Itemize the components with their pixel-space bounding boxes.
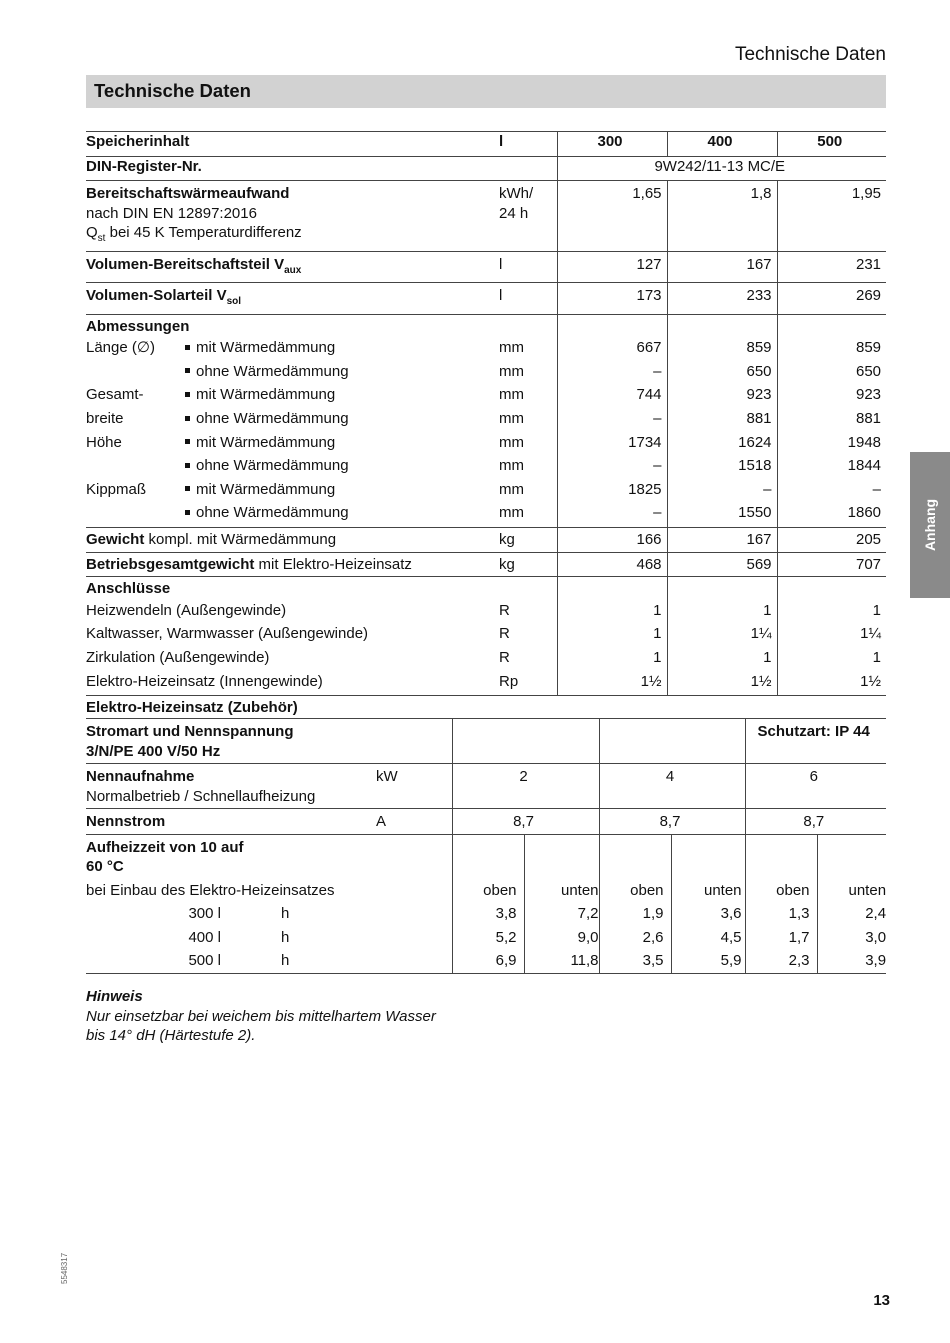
dims-value: – [557, 456, 667, 480]
heatup-time-value: 2,4 [817, 902, 886, 926]
power-value: 6 [745, 764, 886, 809]
connection-value: 1 [557, 624, 667, 648]
dims-value: 744 [557, 385, 667, 409]
weight-label: Gewicht [86, 531, 145, 549]
heatup-time-row [86, 902, 886, 926]
standby-value: 1,8 [667, 181, 777, 252]
capacity-label: Speicherinhalt [86, 133, 190, 150]
power-sub: Normalbetrieb / Schnellaufheizung [86, 787, 316, 805]
dims-value: 1624 [667, 433, 777, 457]
vol-sol-value: 269 [777, 283, 886, 315]
install-row [86, 879, 886, 903]
dims-group-label [86, 362, 183, 386]
heatup-time-value: 5,9 [671, 949, 745, 973]
dims-value: 1734 [557, 433, 667, 457]
dims-item-label: ohne Wärmedämmung [196, 410, 349, 428]
dims-item-label: mit Wärmedämmung [196, 433, 336, 451]
heatup-time-value: 3,8 [452, 902, 524, 926]
heatup-time-value: 3,6 [671, 902, 745, 926]
connection-value: 1 [557, 648, 667, 672]
connection-row [86, 648, 886, 672]
tank-size: 400 l [188, 928, 221, 946]
dims-item-label: ohne Wärmedämmung [196, 457, 349, 475]
dims-value: – [557, 409, 667, 433]
dims-value: 1825 [557, 480, 667, 504]
standby-value: 1,95 [777, 181, 886, 252]
heatup-time-value: 2,6 [599, 926, 671, 950]
standby-q-sub: st [97, 233, 106, 245]
vol-aux-sub: aux [284, 264, 302, 276]
connection-value: 1 [667, 648, 777, 672]
dims-title: Abmessungen [86, 317, 190, 335]
dims-value: 923 [667, 385, 777, 409]
install-pos: unten [524, 879, 599, 903]
power-value: 2 [452, 764, 599, 809]
install-pos: unten [817, 879, 886, 903]
heatup-time-value: 1,9 [599, 902, 671, 926]
heatup-time-value: 2,3 [745, 949, 817, 973]
connection-label: Elektro-Heizeinsatz (Innengewinde) [86, 672, 499, 696]
connection-label: Zirkulation (Außengewinde) [86, 649, 270, 666]
capacity-unit: l [499, 133, 504, 150]
heatup-time-value: 3,5 [599, 949, 671, 973]
standby-norm: nach DIN EN 12897:2016 [86, 204, 257, 222]
din-row [86, 156, 886, 181]
bullet-icon [185, 510, 190, 515]
dims-row [86, 409, 886, 433]
dims-group-label: Gesamt- [86, 386, 144, 404]
total-weight-row [86, 552, 886, 577]
col-400: 400 [707, 133, 733, 150]
total-weight-value: 468 [557, 552, 667, 577]
connection-value: 1¼ [667, 624, 777, 648]
spacer-cell [376, 949, 452, 973]
install-pos: oben [745, 879, 817, 903]
vol-sol-sub: sol [226, 296, 242, 308]
note-box [86, 987, 586, 1046]
install-pos: unten [671, 879, 745, 903]
bullet-icon [185, 392, 190, 397]
dims-item [183, 480, 499, 504]
time-unit: h [281, 905, 290, 922]
dims-group-label [86, 503, 183, 527]
current-value: 8,7 [745, 809, 886, 835]
heatup-time-row [86, 949, 886, 973]
dims-unit: mm [499, 410, 525, 428]
standby-unit-2: 24 h [499, 204, 529, 222]
protection-rating: Schutzart: IP 44 [757, 723, 870, 740]
time-unit: h [281, 928, 290, 946]
connection-value: 1 [557, 601, 667, 625]
dims-value: – [667, 480, 777, 504]
note-line-1: Nur einsetzbar bei weichem bis mittelhartem Wasser [86, 1007, 436, 1025]
dims-value: 1550 [667, 503, 777, 527]
connection-value: 1 [777, 601, 886, 625]
heatup-time-value: 4,5 [671, 926, 745, 950]
bullet-icon [185, 345, 190, 350]
din-value: 9W242/11-13 MC/E [557, 156, 886, 181]
heatup-line-2: 60 °C [86, 858, 124, 875]
connection-value: 1½ [667, 672, 777, 696]
connection-row [86, 672, 886, 696]
install-pos: oben [599, 879, 671, 903]
dims-unit: mm [499, 362, 525, 380]
connection-unit: R [499, 601, 510, 619]
bullet-icon [185, 463, 190, 468]
dims-unit: mm [499, 504, 525, 522]
dims-value: 667 [557, 338, 667, 362]
dims-value: 1844 [777, 456, 886, 480]
heatup-time-value: 6,9 [452, 949, 524, 973]
connection-label: Heizwendeln (Außengewinde) [86, 601, 287, 619]
dims-group-label: breite [86, 410, 124, 428]
dims-value: 859 [777, 338, 886, 362]
section-title: Technische Daten [86, 75, 886, 108]
dims-value: 881 [777, 409, 886, 433]
vol-aux-label: Volumen-Bereitschaftsteil V [86, 255, 285, 273]
supply-line-2: 3/N/PE 400 V/50 Hz [86, 742, 221, 760]
dims-item-label: mit Wärmedämmung [196, 480, 336, 498]
dims-row [86, 385, 886, 409]
connection-value: 1½ [557, 672, 667, 696]
col-500: 500 [817, 133, 843, 150]
dims-row [86, 503, 886, 527]
total-weight-value: 569 [667, 552, 777, 577]
dims-value: 650 [667, 362, 777, 386]
dims-item-label: ohne Wärmedämmung [196, 504, 349, 522]
vol-aux-unit: l [499, 251, 557, 283]
connection-row [86, 624, 886, 648]
weight-label-rest: kompl. mit Wärmedämmung [144, 531, 337, 549]
dims-item-label: ohne Wärmedämmung [196, 362, 349, 380]
dims-row [86, 338, 886, 362]
standby-temp: bei 45 K Temperaturdifferenz [105, 224, 302, 242]
current-value: 8,7 [452, 809, 599, 835]
side-tab-label: Anhang [922, 498, 938, 552]
spacer-cell [376, 926, 452, 950]
power-row [86, 764, 886, 809]
vol-aux-row [86, 251, 886, 283]
dims-unit: mm [499, 433, 525, 451]
weight-value: 167 [667, 528, 777, 553]
dims-group-label: Höhe [86, 433, 122, 451]
connection-value: 1 [777, 648, 886, 672]
connections-title-row [86, 577, 886, 601]
weight-row [86, 528, 886, 553]
dims-unit: mm [499, 457, 525, 475]
vol-sol-label: Volumen-Solarteil V [86, 287, 227, 305]
vol-aux-value: 167 [667, 251, 777, 283]
supply-row [86, 719, 886, 764]
heatup-time-value: 5,2 [452, 926, 524, 950]
heatup-time-value: 9,0 [524, 926, 599, 950]
vol-sol-row [86, 283, 886, 315]
vol-sol-unit: l [499, 283, 557, 315]
dims-row [86, 480, 886, 504]
dims-value: 1860 [777, 503, 886, 527]
running-head: Technische Daten [734, 44, 886, 65]
dims-item [183, 456, 499, 480]
standby-value: 1,65 [557, 181, 667, 252]
connection-unit: Rp [499, 672, 557, 696]
current-unit: A [376, 809, 452, 835]
install-label: bei Einbau des Elektro-Heizeinsatzes [86, 881, 335, 899]
connection-unit: R [499, 625, 510, 643]
dims-item [183, 362, 499, 386]
heatup-time-value: 7,2 [524, 902, 599, 926]
dims-group-label: Länge (∅) [86, 339, 155, 357]
dims-item [183, 503, 499, 527]
dims-value: 1518 [667, 456, 777, 480]
heatup-line-1: Aufheizzeit von 10 auf [86, 838, 244, 856]
side-tab-anhang[interactable] [910, 452, 950, 598]
din-label: DIN-Register-Nr. [86, 157, 202, 175]
dims-group-label: Kippmaß [86, 480, 147, 498]
dims-value: – [557, 503, 667, 527]
power-value: 4 [599, 764, 745, 809]
weight-value: 205 [777, 528, 886, 553]
current-value: 8,7 [599, 809, 745, 835]
dims-item [183, 338, 499, 362]
dims-unit: mm [499, 386, 525, 404]
heatup-time-row [86, 926, 886, 950]
heatup-time-value: 1,7 [745, 926, 817, 950]
spec-header-row [86, 132, 886, 157]
heater-table [86, 718, 886, 974]
heater-title: Elektro-Heizeinsatz (Zubehör) [86, 699, 298, 716]
bullet-icon [185, 486, 190, 491]
note-title: Hinweis [86, 988, 143, 1005]
vol-sol-value: 233 [667, 283, 777, 315]
page-number: 13 [873, 1292, 890, 1309]
dims-item-label: mit Wärmedämmung [196, 386, 336, 404]
vol-aux-value: 127 [557, 251, 667, 283]
current-row [86, 809, 886, 835]
power-unit: kW [376, 764, 452, 809]
document-number: 5548317 [60, 1252, 69, 1284]
standby-row [86, 181, 886, 252]
note-line-2: bis 14° dH (Härtestufe 2). [86, 1027, 256, 1044]
dims-value: 881 [667, 409, 777, 433]
connections-title: Anschlüsse [86, 580, 171, 598]
dims-unit: mm [499, 480, 525, 498]
dims-group-label [86, 456, 183, 480]
dims-value: 923 [777, 385, 886, 409]
weight-value: 166 [557, 528, 667, 553]
heatup-time-value: 3,9 [817, 949, 886, 973]
dims-item [183, 385, 499, 409]
dims-title-row [86, 314, 886, 338]
bullet-icon [185, 439, 190, 444]
dims-unit: mm [499, 339, 525, 357]
power-label: Nennaufnahme [86, 768, 195, 785]
connection-unit: R [499, 649, 510, 666]
weight-unit: kg [499, 528, 557, 553]
tank-size: 300 l [188, 905, 221, 922]
vol-sol-value: 173 [557, 283, 667, 315]
dims-value: 859 [667, 338, 777, 362]
total-weight-value: 707 [777, 552, 886, 577]
total-weight-label-rest: mit Elektro-Heizeinsatz [254, 555, 412, 573]
vol-aux-value: 231 [777, 251, 886, 283]
dims-item [183, 433, 499, 457]
connection-value: 1 [667, 601, 777, 625]
spacer-cell [376, 902, 452, 926]
total-weight-unit: kg [499, 552, 557, 577]
standby-label: Bereitschaftswärmeaufwand [86, 185, 290, 203]
bullet-icon [185, 368, 190, 373]
standby-q: Q [86, 224, 98, 242]
heatup-time-value: 3,0 [817, 926, 886, 950]
dims-row [86, 456, 886, 480]
heatup-time-value: 1,3 [745, 902, 817, 926]
dims-value: – [557, 362, 667, 386]
connection-value: 1½ [777, 672, 886, 696]
time-unit: h [281, 949, 376, 973]
tank-size: 500 l [86, 949, 281, 973]
total-weight-label: Betriebsgesamtgewicht [86, 555, 255, 573]
heatup-time-value: 11,8 [524, 949, 599, 973]
connection-row [86, 601, 886, 625]
dims-value: – [777, 480, 886, 504]
current-label: Nennstrom [86, 813, 166, 830]
standby-unit-1: kWh/ [499, 185, 534, 203]
install-pos: oben [452, 879, 524, 903]
dims-item-label: mit Wärmedämmung [196, 339, 336, 357]
spec-table [86, 131, 886, 696]
dims-row [86, 433, 886, 457]
dims-row [86, 362, 886, 386]
heatup-row [86, 834, 886, 879]
connection-value: 1¼ [777, 624, 886, 648]
dims-value: 1948 [777, 433, 886, 457]
bullet-icon [185, 416, 190, 421]
supply-line-1: Stromart und Nennspannung [86, 723, 294, 740]
col-300: 300 [597, 133, 623, 150]
dims-value: 650 [777, 362, 886, 386]
dims-item [183, 409, 499, 433]
connection-label: Kaltwasser, Warmwasser (Außengewinde) [86, 625, 369, 643]
